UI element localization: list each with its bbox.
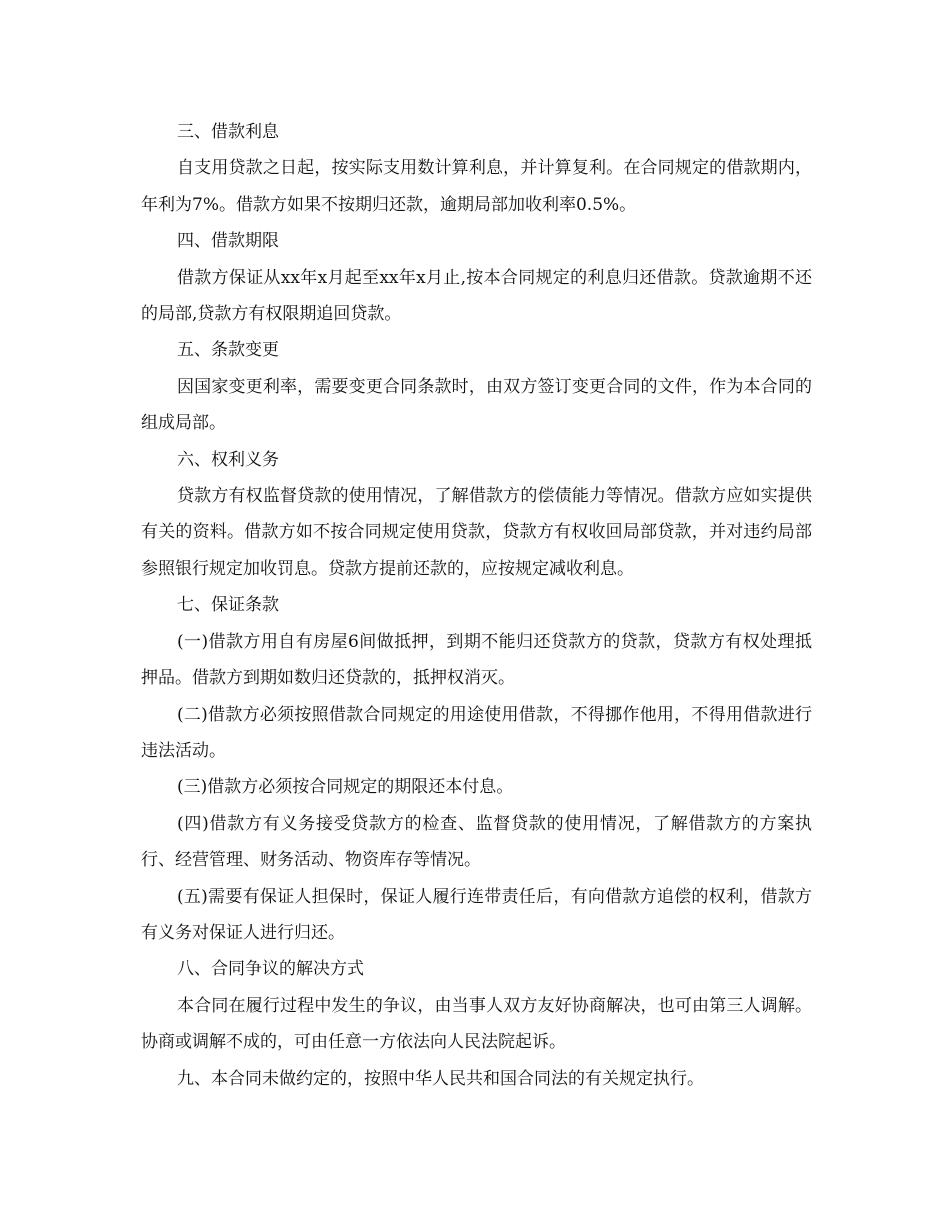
guarantee-clause-1: (一)借款方用自有房屋6间做抵押，到期不能归还贷款方的贷款，贷款方有权处理抵押品。借款方到期如数归还贷款的，抵押权消灭。 <box>141 631 812 689</box>
guarantee-clause-3: (三)借款方必须按合同规定的期限还本付息。 <box>177 777 514 798</box>
document-body <box>141 114 812 1097</box>
section-paragraph-dispute: 本合同在履行过程中发生的争议，由当事人双方友好协商解决，也可由第三人调解。协商或调解不成的，可由任意一方依法向人民法院起诉。 <box>141 995 812 1053</box>
section-heading-rights: 六、权利义务 <box>177 449 279 470</box>
section-heading-interest: 三、借款利息 <box>177 122 279 142</box>
section-paragraph-rights: 贷款方有权监督贷款的使用情况，了解借款方的偿债能力等情况。借款方应如实提供有关的资料。借款方如不按合同规定使用贷款，贷款方有权收回局部贷款，并对违约局部参照银行规定加收罚息。贷款方提前还款的，应按规定减收利息。 <box>141 486 812 579</box>
section-heading-dispute: 八、合同争议的解决方式 <box>177 959 364 980</box>
section-paragraph-interest: 自支用贷款之日起，按实际支用数计算利息，并计算复利。在合同规定的借款期内，年利为7%。借款方如果不按期归还款，逾期局部加收利率0.5%。 <box>141 158 812 215</box>
guarantee-clause-2: (二)借款方必须按照借款合同规定的用途使用借款，不得挪作他用，不得用借款进行违法活动。 <box>141 704 812 761</box>
section-heading-other: 九、本合同未做约定的，按照中华人民共和国合同法的有关规定执行。 <box>177 1068 704 1089</box>
section-paragraph-term: 借款方保证从xx年x月起至xx年x月止,按本合同规定的利息归还借款。贷款逾期不还的局部,贷款方有权限期追回贷款。 <box>141 267 812 325</box>
section-heading-amendment: 五、条款变更 <box>177 340 279 361</box>
guarantee-clause-4: (四)借款方有义务接受贷款方的检查、监督贷款的使用情况，了解借款方的方案执行、经营管理、财务活动、物资库存等情况。 <box>141 813 812 871</box>
section-heading-term: 四、借款期限 <box>177 231 279 252</box>
section-heading-guarantee: 七、保证条款 <box>177 595 279 616</box>
guarantee-clause-5: (五)需要有保证人担保时，保证人履行连带责任后，有向借款方追偿的权利，借款方有义务对保证人进行归还。 <box>141 886 812 943</box>
section-paragraph-amendment: 因国家变更利率，需要变更合同条款时，由双方签订变更合同的文件，作为本合同的组成局部。 <box>141 376 812 434</box>
